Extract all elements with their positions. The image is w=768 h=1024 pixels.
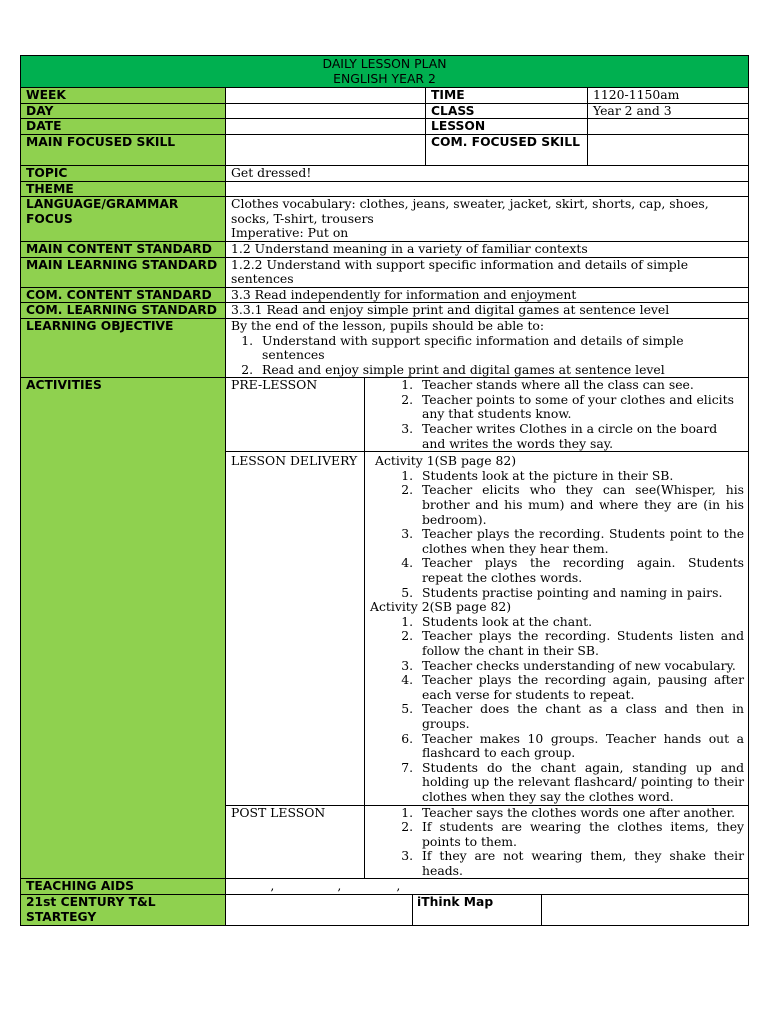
lesson-plan-table [20,55,749,926]
list-item: 5. Students practise pointing and naming in pairs. [417,586,744,601]
label-topic: TOPIC [21,165,226,181]
value-com-content[interactable]: 3.3 Read independently for information and enjoyment [226,287,749,303]
value-objective[interactable] [226,318,749,377]
post-lesson-steps[interactable] [365,805,749,879]
objective-intro: By the end of the lesson, pupils should be able to: [231,317,545,333]
label-lesson: LESSON [426,119,588,135]
label-lang-focus: LANGUAGE/GRAMMAR FOCUS [21,197,226,242]
value-com-learning[interactable]: 3.3.1 Read and enjoy simple print and digital games at sentence level [226,303,749,319]
value-com-skill[interactable] [588,134,749,165]
list-item: 1. Students look at the picture in their SB. [417,469,744,484]
list-item: 2. If students are wearing the clothes items, they points to them. [417,820,744,849]
value-main-content[interactable]: 1.2 Understand meaning in a variety of familiar contexts [226,241,749,257]
list-item: 4. Teacher plays the recording again. Students repeat the clothes words. [417,556,744,585]
list-item: 1. Students look at the chant. [417,615,744,630]
lesson-delivery-steps[interactable] [365,452,749,805]
list-item: 7. Students do the chant again, standing up and holding up the relevant flashcard/ pointing to their clothes when they say the clothes word. [417,761,744,805]
value-class[interactable]: Year 2 and 3 [588,103,749,119]
label-com-learning: COM. LEARNING STANDARD [21,303,226,319]
activity2-title: Activity 2(SB page 82) [370,599,512,615]
value-theme[interactable] [226,181,749,197]
plan-title: DAILY LESSON PLAN [322,56,447,71]
label-main-learning: MAIN LEARNING STANDARD [21,257,226,287]
value-lang-focus[interactable] [226,197,749,242]
label-date: DATE [21,119,226,135]
label-day: DAY [21,103,226,119]
label-activities: ACTIVITIES [21,378,226,879]
label-time: TIME [426,88,588,104]
label-main-content: MAIN CONTENT STANDARD [21,241,226,257]
list-item: 2. Teacher elicits who they can see(Whisper, his brother and his mum) and where they are (in his bedroom). [417,483,744,527]
value-main-learning[interactable]: 1.2.2 Understand with support specific information and details of simple sentences [226,257,749,287]
objective-item: 1. Understand with support specific information and details of simple sentences [257,334,744,363]
lang-focus-grammar: Imperative: Put on [231,225,349,241]
list-item: 2. Teacher points to some of your clothes and elicits any that students know. [417,393,744,422]
list-item: 2. Teacher plays the recording. Students listen and follow the chant in their SB. [417,629,744,658]
pre-lesson-steps[interactable] [365,378,749,452]
plan-header [21,56,749,88]
label-objective: LEARNING OBJECTIVE [21,318,226,377]
value-teaching-aids[interactable]: , , , [226,879,749,895]
list-item: 1. Teacher stands where all the class can see. [417,378,744,393]
value-week[interactable] [226,88,426,104]
century-strategy-row [226,895,749,926]
value-date[interactable] [226,119,426,135]
label-teaching-aids: TEACHING AIDS [21,879,226,895]
lang-focus-vocab: Clothes vocabulary: clothes, jeans, sweater, jacket, skirt, shorts, cap, shoes, socks, T-shirt, trousers [231,196,709,226]
list-item: 3. If they are not wearing them, they shake their heads. [417,849,744,878]
value-21st-century[interactable] [226,895,413,925]
list-item: 6. Teacher makes 10 groups. Teacher hands out a flashcard to each group. [417,732,744,761]
label-com-content: COM. CONTENT STANDARD [21,287,226,303]
list-item: 1. Teacher says the clothes words one after another. [417,806,744,821]
value-main-skill[interactable] [226,134,426,165]
value-ithink-map[interactable] [542,895,748,925]
label-lesson-delivery: LESSON DELIVERY [226,452,365,805]
value-lesson[interactable] [588,119,749,135]
plan-subtitle: ENGLISH YEAR 2 [333,70,436,86]
label-21st-century: 21st CENTURY T&L STARTEGY [21,895,226,926]
label-post-lesson: POST LESSON [226,805,365,879]
label-theme: THEME [21,181,226,197]
value-topic[interactable]: Get dressed! [226,165,749,181]
value-day[interactable] [226,103,426,119]
list-item: 3. Teacher writes Clothes in a circle on the board and writes the words they say. [417,422,744,451]
activity1-title: Activity 1(SB page 82) [375,453,517,469]
label-com-skill: COM. FOCUSED SKILL [426,134,588,165]
label-pre-lesson: PRE-LESSON [226,378,365,452]
list-item: 5. Teacher does the chant as a class and then in groups. [417,702,744,731]
value-time[interactable]: 1120-1150am [588,88,749,104]
label-ithink-map: iThink Map [413,895,542,925]
list-item: 3. Teacher checks understanding of new vocabulary. [417,659,744,674]
list-item: 3. Teacher plays the recording. Students point to the clothes when they hear them. [417,527,744,556]
objective-item: 2. Read and enjoy simple print and digital games at sentence level [257,363,744,378]
label-week: WEEK [21,88,226,104]
label-class: CLASS [426,103,588,119]
label-main-skill: MAIN FOCUSED SKILL [21,134,226,165]
list-item: 4. Teacher plays the recording again, pausing after each verse for students to repeat. [417,673,744,702]
